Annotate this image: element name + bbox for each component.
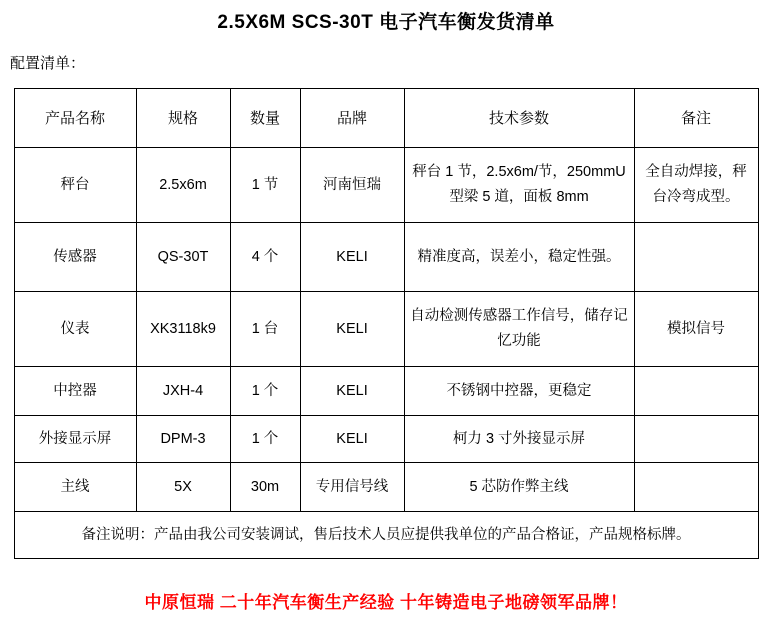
page-title: 2.5X6M SCS-30T 电子汽车衡发货清单 (217, 12, 555, 33)
subtitle-label: 配置清单： (10, 55, 86, 72)
cell-qty: 30m (230, 463, 300, 512)
cell-product-name: 外接显示屏 (14, 416, 136, 463)
cell-spec: QS-30T (136, 223, 230, 292)
cell-product-name: 中控器 (14, 367, 136, 416)
cell-spec: XK3118k9 (136, 292, 230, 367)
cell-tech: 5 芯防作弊主线 (404, 463, 634, 512)
table-row (14, 367, 758, 416)
cell-product-name: 秤台 (14, 148, 136, 223)
column-header-name: 产品名称 (14, 89, 136, 148)
cell-note (634, 416, 758, 463)
cell-tech: 不锈钢中控器，更稳定 (404, 367, 634, 416)
cell-qty: 1 个 (230, 416, 300, 463)
cell-spec: 2.5x6m (136, 148, 230, 223)
cell-product-name: 传感器 (14, 223, 136, 292)
table-row (14, 416, 758, 463)
cell-note (634, 223, 758, 292)
cell-spec: JXH-4 (136, 367, 230, 416)
cell-tech: 柯力 3 寸外接显示屏 (404, 416, 634, 463)
cell-brand: KELI (300, 416, 404, 463)
cell-qty: 4 个 (230, 223, 300, 292)
cell-brand: KELI (300, 223, 404, 292)
cell-product-name: 仪表 (14, 292, 136, 367)
footer-note: 备注说明：产品由我公司安装调试，售后技术人员应提供我单位的产品合格证，产品规格标牌。 (14, 512, 758, 559)
cell-tech: 精准度高，误差小，稳定性强。 (404, 223, 634, 292)
column-header-qty: 数量 (230, 89, 300, 148)
cell-tech: 秤台 1 节，2.5x6m/节，250mmU 型梁 5 道，面板 8mm (404, 148, 634, 223)
cell-qty: 1 节 (230, 148, 300, 223)
table-body (14, 148, 758, 559)
table-footer-row (14, 512, 758, 559)
cell-product-name: 主线 (14, 463, 136, 512)
cell-qty: 1 台 (230, 292, 300, 367)
cell-note (634, 463, 758, 512)
column-header-spec: 规格 (136, 89, 230, 148)
company-slogan: 中原恒瑞 二十年汽车衡生产经验 十年铸造电子地磅领军品牌！ (144, 593, 628, 612)
cell-spec: 5X (136, 463, 230, 512)
column-header-brand: 品牌 (300, 89, 404, 148)
cell-brand: KELI (300, 292, 404, 367)
cell-spec: DPM-3 (136, 416, 230, 463)
cell-qty: 1 个 (230, 367, 300, 416)
cell-tech: 自动检测传感器工作信号，储存记忆功能 (404, 292, 634, 367)
column-header-tech: 技术参数 (404, 89, 634, 148)
table-row (14, 292, 758, 367)
table-header-row (14, 89, 758, 148)
cell-brand: 专用信号线 (300, 463, 404, 512)
cell-brand: KELI (300, 367, 404, 416)
cell-brand: 河南恒瑞 (300, 148, 404, 223)
table-header (14, 89, 758, 148)
column-header-note: 备注 (634, 89, 758, 148)
table-row (14, 148, 758, 223)
table-row (14, 463, 758, 512)
spec-table (14, 88, 759, 559)
cell-note: 全自动焊接，秤台冷弯成型。 (634, 148, 758, 223)
cell-note: 模拟信号 (634, 292, 758, 367)
cell-note (634, 367, 758, 416)
table-row (14, 223, 758, 292)
